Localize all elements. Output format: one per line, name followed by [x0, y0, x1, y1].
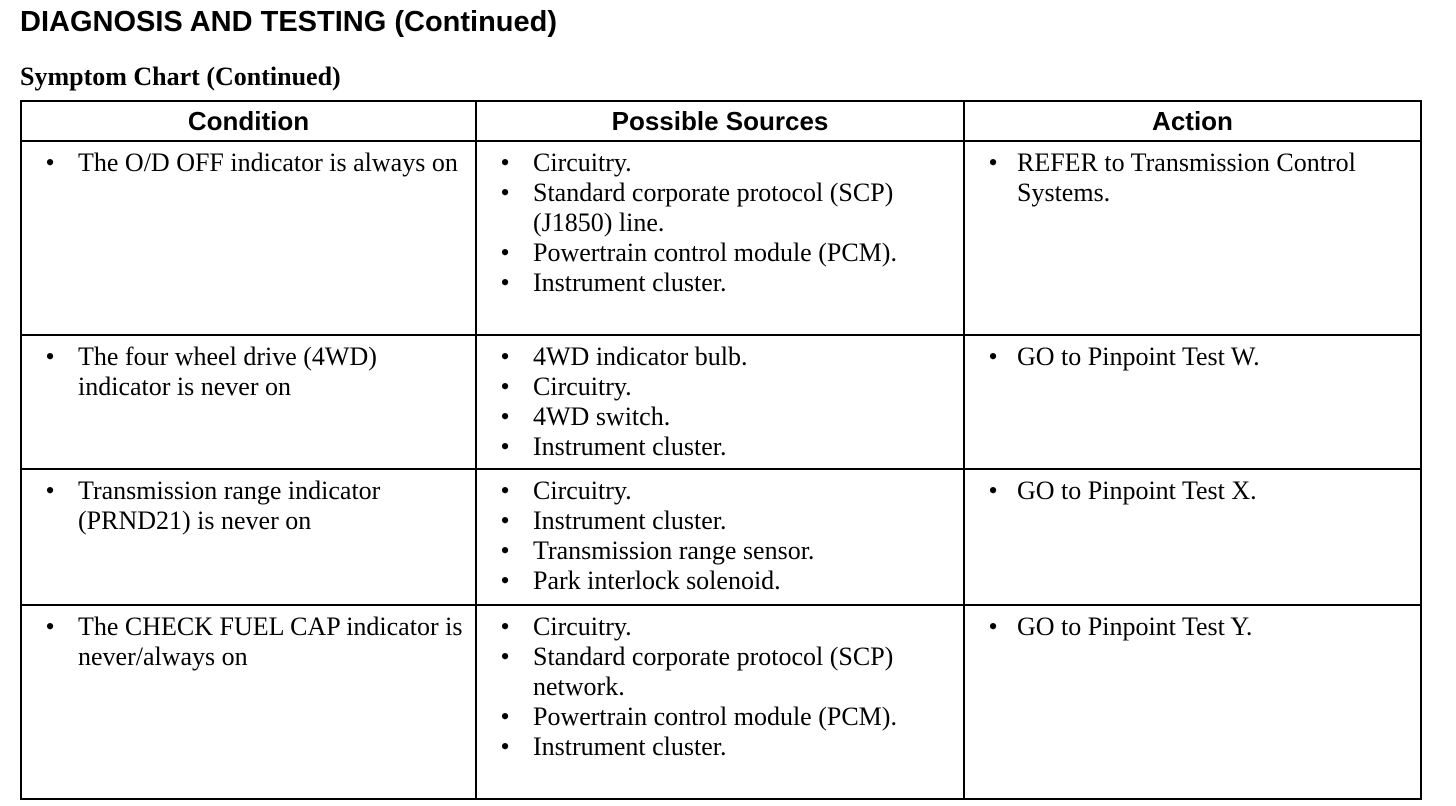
source-item: [483, 402, 957, 432]
action-item: [971, 342, 1414, 372]
source-item: [483, 372, 957, 402]
source-item: [483, 432, 957, 462]
source-text: 4WD indicator bulb.: [533, 342, 748, 371]
sources-cell: [476, 141, 964, 335]
action-text: GO to Pinpoint Test X.: [1017, 476, 1257, 505]
action-text: GO to Pinpoint Test W.: [1017, 342, 1260, 371]
condition-cell: [21, 335, 476, 469]
action-item: [971, 476, 1414, 506]
condition-text: Transmission range indicator (PRND21) is never on: [78, 476, 381, 535]
source-text: 4WD switch.: [533, 402, 671, 431]
condition-item: [28, 148, 469, 178]
table-row: [21, 469, 1421, 605]
source-text: Circuitry.: [533, 612, 632, 641]
source-text: Powertrain control module (PCM).: [533, 238, 897, 267]
bullet: •: [45, 148, 55, 177]
source-text: Circuitry.: [533, 476, 632, 505]
action-cell: [964, 605, 1421, 799]
sources-cell: [476, 469, 964, 605]
bullet: •: [500, 178, 510, 207]
source-text: Instrument cluster.: [533, 506, 727, 535]
source-item: [483, 642, 957, 702]
action-cell: [964, 469, 1421, 605]
table-header-row: [21, 101, 1421, 141]
column-header-condition: Condition: [21, 101, 476, 141]
source-text: Powertrain control module (PCM).: [533, 702, 897, 731]
bullet: •: [500, 506, 510, 535]
column-header-possible-sources: Possible Sources: [476, 101, 964, 141]
bullet: •: [500, 702, 510, 731]
symptom-chart-table: [20, 100, 1422, 800]
bullet: •: [500, 148, 510, 177]
source-text: Instrument cluster.: [533, 268, 727, 297]
source-item: [483, 566, 957, 596]
bullet: •: [500, 432, 510, 461]
bullet: •: [500, 476, 510, 505]
condition-item: [28, 612, 469, 672]
source-text: Transmission range sensor.: [533, 536, 815, 565]
action-item: [971, 148, 1414, 208]
action-cell: [964, 335, 1421, 469]
table-row: [21, 605, 1421, 799]
source-text: Standard corporate protocol (SCP) network.: [533, 642, 894, 701]
bullet: •: [500, 402, 510, 431]
source-text: Instrument cluster.: [533, 732, 727, 761]
condition-cell: [21, 141, 476, 335]
bullet: •: [500, 536, 510, 565]
condition-text: The four wheel drive (4WD) indicator is never on: [78, 342, 377, 401]
source-item: [483, 476, 957, 506]
source-item: [483, 268, 957, 298]
bullet: •: [500, 732, 510, 761]
bullet: •: [45, 612, 55, 641]
bullet: •: [500, 372, 510, 401]
source-item: [483, 342, 957, 372]
condition-item: [28, 342, 469, 402]
bullet: •: [500, 238, 510, 267]
source-item: [483, 732, 957, 762]
condition-cell: [21, 469, 476, 605]
sources-cell: [476, 335, 964, 469]
section-title: Symptom Chart (Continued): [20, 62, 341, 91]
bullet: •: [500, 612, 510, 641]
action-text: GO to Pinpoint Test Y.: [1017, 612, 1253, 641]
source-item: [483, 178, 957, 238]
bullet: •: [500, 642, 510, 671]
bullet: •: [500, 268, 510, 297]
source-text: Standard corporate protocol (SCP) (J1850) line.: [533, 178, 894, 237]
bullet: •: [988, 476, 998, 505]
source-item: [483, 238, 957, 268]
source-item: [483, 702, 957, 732]
condition-text: The O/D OFF indicator is always on: [78, 148, 458, 177]
table-row: [21, 141, 1421, 335]
bullet: •: [988, 342, 998, 371]
bullet: •: [45, 342, 55, 371]
source-text: Instrument cluster.: [533, 432, 727, 461]
source-text: Circuitry.: [533, 372, 632, 401]
bullet: •: [500, 566, 510, 595]
bullet: •: [988, 148, 998, 177]
source-item: [483, 148, 957, 178]
bullet: •: [988, 612, 998, 641]
bullet: •: [45, 476, 55, 505]
condition-cell: [21, 605, 476, 799]
action-text: REFER to Transmission Control Systems.: [1017, 148, 1356, 207]
column-header-action: Action: [964, 101, 1421, 141]
source-text: Circuitry.: [533, 148, 632, 177]
condition-item: [28, 476, 469, 536]
bullet: •: [500, 342, 510, 371]
condition-text: The CHECK FUEL CAP indicator is never/always on: [78, 612, 463, 671]
source-item: [483, 612, 957, 642]
source-item: [483, 536, 957, 566]
source-text: Park interlock solenoid.: [533, 566, 781, 595]
source-item: [483, 506, 957, 536]
action-item: [971, 612, 1414, 642]
action-cell: [964, 141, 1421, 335]
page-title: DIAGNOSIS AND TESTING (Continued): [20, 6, 558, 38]
table-row: [21, 335, 1421, 469]
sources-cell: [476, 605, 964, 799]
